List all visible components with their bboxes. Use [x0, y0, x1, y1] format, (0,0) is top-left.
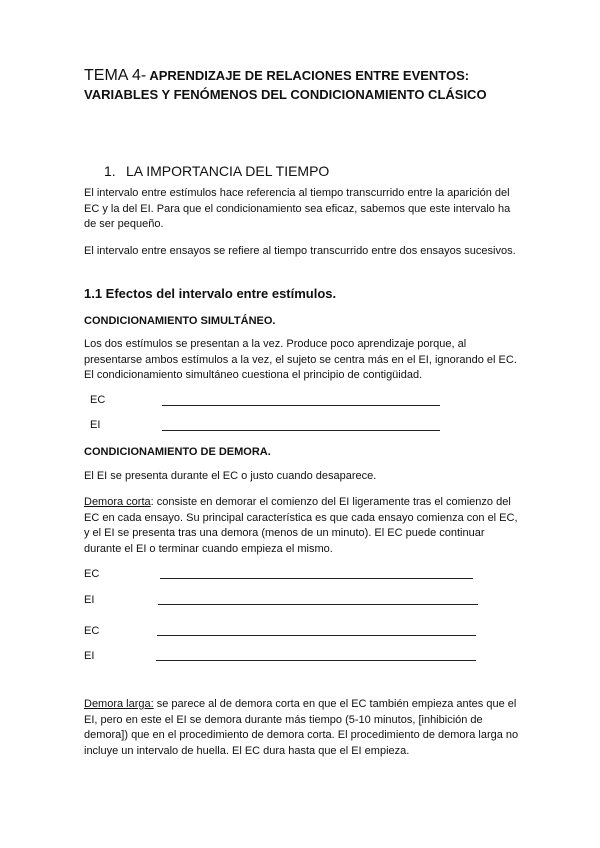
title-rest: APRENDIZAJE DE RELACIONES ENTRE EVENTOS: VARIABLES Y FENÓMENOS DEL CONDICIONAMIENTO CLÁSICO: [84, 68, 487, 102]
timeline-label-ei: EI: [84, 594, 95, 606]
timeline-label-ec: EC: [90, 394, 106, 406]
timeline-label-ei: EI: [90, 419, 101, 431]
section-number: 1.: [104, 163, 116, 179]
demora-heading: CONDICIONAMIENTO DE DEMORA.: [84, 446, 271, 458]
demora-corta-paragraph: [84, 495, 524, 557]
demora-larga-text: se parece al de demora corta en que el EC también empieza antes que el EI, pero en este el EI se demora durante más tiempo (5-10 minutos, [inhibición de demora]) que en el procedimiento de demora corta. El procedimiento de demora larga no incluye un intervalo de huella. El EC dura hasta que el EI empieza.: [84, 698, 519, 757]
demora-intro: El EI se presenta durante el EC o justo cuando desaparece.: [84, 470, 377, 482]
section-heading-text: LA IMPORTANCIA DEL TIEMPO: [126, 163, 330, 179]
timeline-line-ei: [162, 430, 440, 431]
page-title: [84, 66, 524, 104]
subsection-heading: 1.1 Efectos del intervalo entre estímulos.: [84, 286, 337, 301]
demora-larga-term: Demora larga:: [84, 698, 154, 710]
timeline-label-ei: EI: [84, 650, 95, 662]
paragraph-intervalo-estimulos: El intervalo entre estímulos hace referencia al tiempo transcurrido entre la aparición del EC y la del EI. Para que el condicionamiento sea eficaz, sabemos que este intervalo ha de ser pequeño.: [84, 187, 511, 230]
timeline-line-ec: [160, 578, 473, 579]
timeline-line-ec: [157, 635, 476, 636]
timeline-line-ei: [156, 660, 476, 661]
simultaneo-heading: CONDICIONAMIENTO SIMULTÁNEO.: [84, 315, 276, 327]
paragraph-intervalo-ensayos: El intervalo entre ensayos se refiere al tiempo transcurrido entre dos ensayos sucesivos.: [84, 245, 516, 257]
timeline-label-ec: EC: [84, 568, 100, 580]
timeline-label-ec: EC: [84, 625, 100, 637]
timeline-line-ei: [158, 604, 478, 605]
title-prefix: TEMA 4-: [84, 67, 147, 84]
demora-larga-paragraph: [84, 697, 524, 759]
demora-corta-term: Demora corta: [84, 496, 151, 508]
timeline-line-ec: [162, 405, 440, 406]
section-heading: [104, 162, 329, 180]
simultaneo-paragraph: Los dos estímulos se presentan a la vez. Produce poco aprendizaje porque, al presentarse ambos estímulos a la vez, el sujeto se centra más en el EI, ignorando el EC. El condicionamiento simultáneo cuestiona el principio de contigüidad.: [84, 338, 517, 381]
demora-corta-text: : consiste en demorar el comienzo del EI ligeramente tras el comienzo del EC en cada ensayo. Su principal característica es que cada ensayo comienza con el EC, y el EI se presenta tras una demora (menos de un minuto). El EC puede continuar durante el EI o terminar cuando empieza el mismo.: [84, 496, 518, 555]
